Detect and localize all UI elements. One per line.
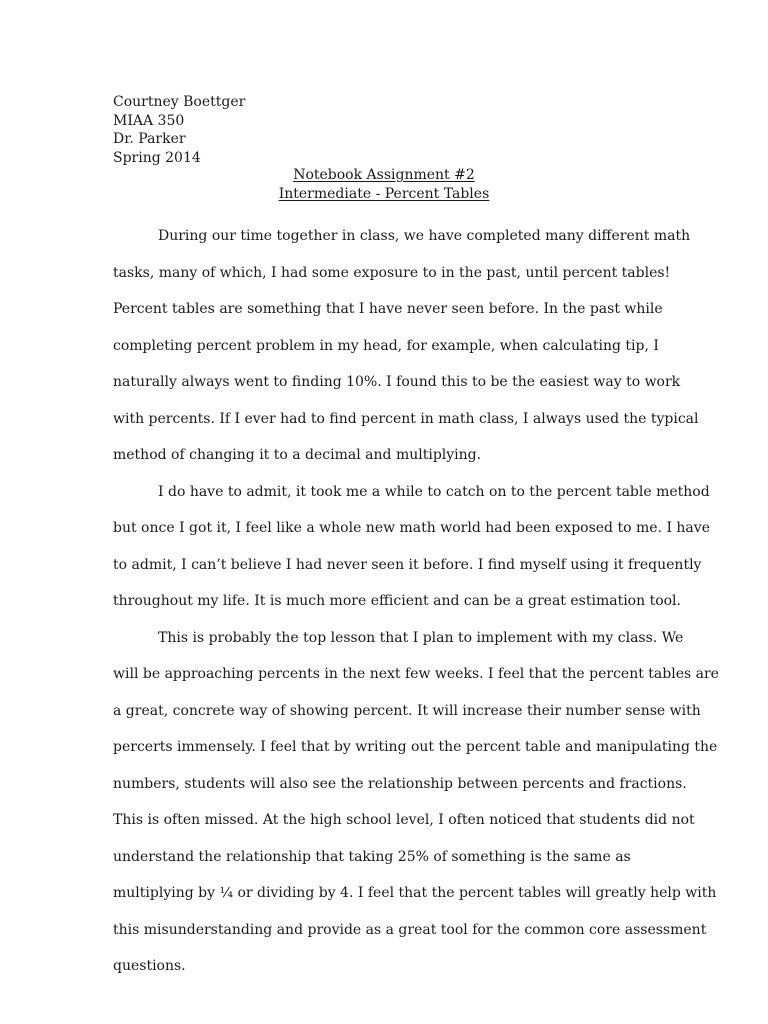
paragraph-1-line-5: naturally always went to finding 10%. I found this to be the easiest way to work <box>113 374 681 390</box>
paragraph-1-line-4: completing percent problem in my head, for example, when calculating tip, I <box>113 337 659 354</box>
paragraph-1-line-1: During our time together in class, we have completed many different math <box>158 228 691 244</box>
document-title: Notebook Assignment #2 <box>293 167 475 183</box>
paragraph-2-line-2: but once I got it, I feel like a whole new math world had been exposed to me. I have <box>113 520 710 536</box>
paragraph-3-line-3: a great, concrete way of showing percent. It will increase their number sense with <box>113 702 701 719</box>
document-header <box>113 93 245 167</box>
paragraph-3-line-4: percerts immensely. I feel that by writing out the percent table and manipulating the <box>113 739 718 755</box>
paragraph-2-line-3: to admit, I can’t believe I had never seen it before. I find myself using it frequently <box>113 556 702 573</box>
paragraph-2-line-1: I do have to admit, it took me a while to catch on to the percent table method <box>158 483 710 500</box>
paragraph-1-line-3: Percent tables are something that I have never seen before. In the past while <box>113 301 663 317</box>
document-body <box>113 218 719 985</box>
paragraph-3-line-5: numbers, students will also see the relationship between percents and fractions. <box>113 775 687 792</box>
paragraph-1-line-6: with percents. If I ever had to find percent in math class, I always used the typical <box>113 410 699 427</box>
author-name: Courtney Boettger <box>113 94 246 110</box>
term: Spring 2014 <box>113 149 201 166</box>
paragraph-1-line-7: method of changing it to a decimal and multiplying. <box>113 447 482 463</box>
paragraph-3-line-8: multiplying by ¼ or dividing by 4. I feel that the percent tables will greatly help with <box>113 885 717 901</box>
document-subtitle: Intermediate - Percent Tables <box>278 185 490 202</box>
paragraph-2-line-4: throughout my life. It is much more efficient and can be a great estimation tool. <box>113 593 681 609</box>
paragraph-3-line-7: understand the relationship that taking 25% of something is the same as <box>113 848 631 865</box>
paragraph-3-line-10: questions. <box>113 958 186 974</box>
paragraph-3-line-2: will be approaching percents in the next few weeks. I feel that the percent tables are <box>113 666 719 682</box>
course-code: MIAA 350 <box>113 112 185 129</box>
paragraph-3-line-9: this misunderstanding and provide as a great tool for the common core assessment <box>113 921 707 938</box>
document-titles <box>0 166 768 203</box>
paragraph-1-line-2: tasks, many of which, I had some exposure to in the past, until percent tables! <box>113 264 671 281</box>
instructor-name: Dr. Parker <box>113 131 186 147</box>
paragraph-3-line-6: This is often missed. At the high school level, I often noticed that students did not <box>113 812 695 828</box>
paragraph-3-line-1: This is probably the top lesson that I plan to implement with my class. We <box>158 629 684 646</box>
